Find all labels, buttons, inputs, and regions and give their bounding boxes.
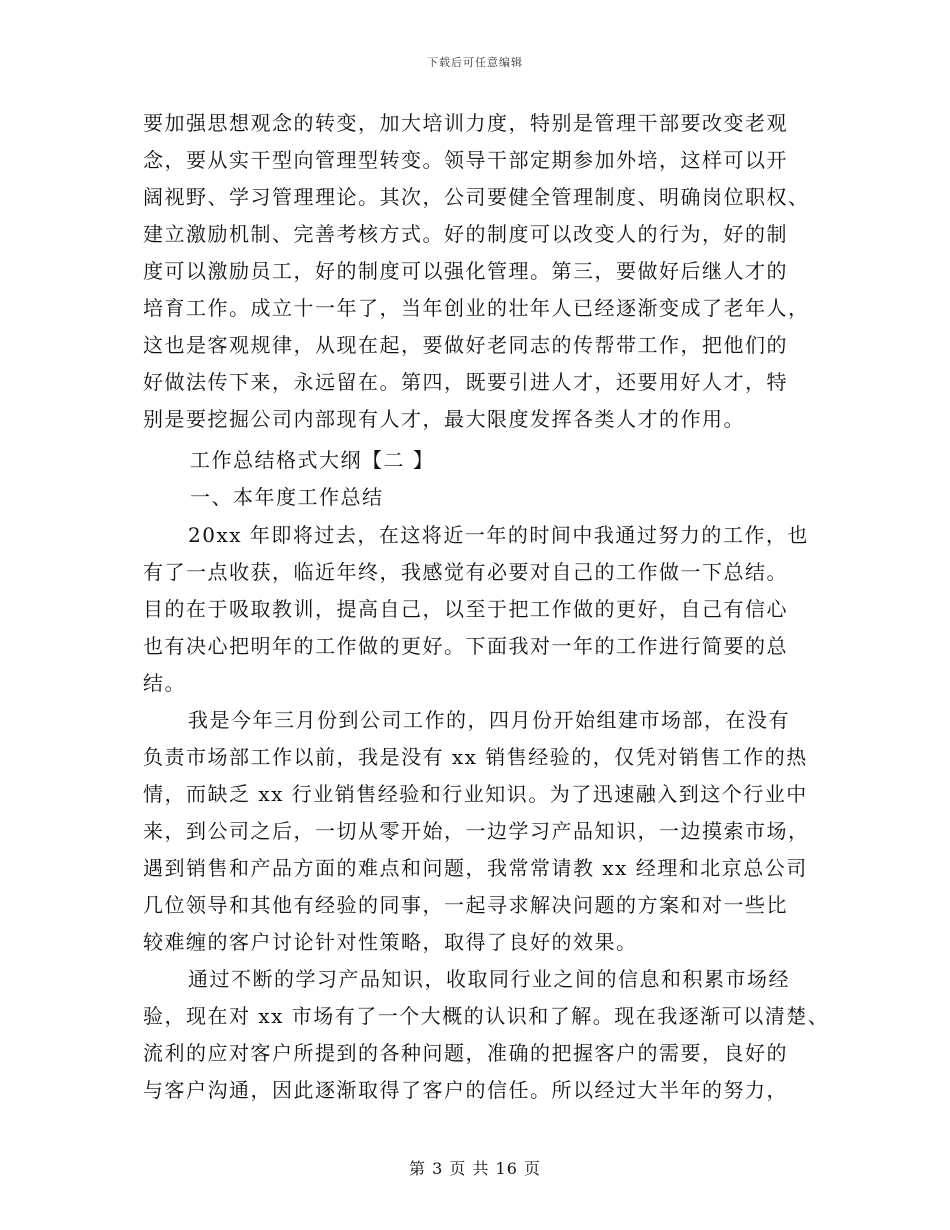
text-line: 较难缠的客户讨论针对性策略，取得了良好的效果。 <box>143 930 638 954</box>
text-line: 要加强思想观念的转变，加大培训力度，特别是管理干部要改变老观 <box>143 111 788 135</box>
text-line: 这也是客观规律，从现在起，要做好老同志的传帮带工作，把他们的 <box>143 333 788 357</box>
text-line: 我是今年三月份到公司工作的，四月份开始组建市场部，在没有 <box>188 708 790 732</box>
text-line: 来，到公司之后，一切从零开始，一边学习产品知识，一边摸索市场， <box>143 819 810 843</box>
section-heading: 一、本年度工作总结 <box>190 485 384 509</box>
text-line: 度可以激励员工，好的制度可以强化管理。第三，要做好后继人才的 <box>143 259 788 283</box>
text-line: 建立激励机制、完善考核方式。好的制度可以改变人的行为，好的制 <box>143 222 788 246</box>
text-line: 别是要挖掘公司内部现有人才，最大限度发挥各类人才的作用。 <box>143 407 745 431</box>
text-line: 念，要从实干型向管理型转变。领导干部定期参加外培，这样可以开 <box>143 148 788 172</box>
text-line: 几位领导和其他有经验的同事，一起寻求解决问题的方案和对一些比 <box>143 893 788 917</box>
text-line: 负责市场部工作以前，我是没有 xx 销售经验的，仅凭对销售工作的热 <box>143 745 808 769</box>
text-line: 有了一点收获，临近年终，我感觉有必要对自己的工作做一下总结。 <box>143 560 788 584</box>
text-line: 也有决心把明年的工作做的更好。下面我对一年的工作进行简要的总 <box>143 634 788 658</box>
text-line: 目的在于吸取教训，提高自己，以至于把工作做的更好，自己有信心 <box>143 597 788 621</box>
text-line: 结。 <box>143 671 186 695</box>
text-line: 培育工作。成立十一年了，当年创业的壮年人已经逐渐变成了老年人， <box>143 296 810 320</box>
page-header: 下载后可任意编辑 <box>427 56 523 69</box>
text-line: 20xx 年即将过去，在这将近一年的时间中我通过努力的工作，也 <box>188 523 809 547</box>
text-line: 流利的应对客户所提到的各种问题，准确的把握客户的需要，良好的 <box>143 1041 788 1065</box>
section-title: 工作总结格式大纲【二 】 <box>190 448 435 472</box>
text-line: 遇到销售和产品方面的难点和问题，我常常请教 xx 经理和北京总公司 <box>143 856 808 880</box>
text-line: 与客户沟通，因此逐渐取得了客户的信任。所以经过大半年的努力， <box>143 1078 788 1102</box>
page-number: 第 3 页 共 16 页 <box>409 1159 541 1178</box>
text-line: 通过不断的学习产品知识，收取同行业之间的信息和积累市场经 <box>188 967 790 991</box>
text-line: 情，而缺乏 xx 行业销售经验和行业知识。为了迅速融入到这个行业中 <box>143 782 808 806</box>
text-line: 好做法传下来，永远留在。第四，既要引进人才，还要用好人才，特 <box>143 370 788 394</box>
text-line: 阔视野、学习管理理论。其次，公司要健全管理制度、明确岗位职权、 <box>143 185 810 209</box>
text-line: 验，现在对 xx 市场有了一个大概的认识和了解。现在我逐渐可以清楚、 <box>143 1004 830 1028</box>
